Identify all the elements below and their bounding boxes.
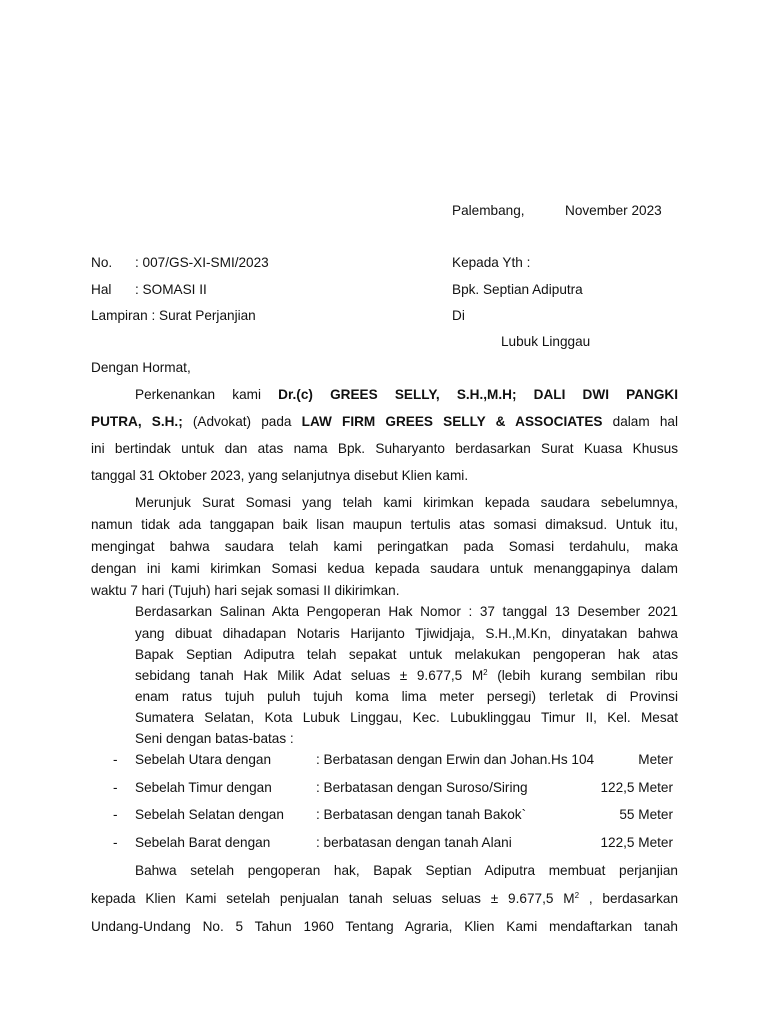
para3-line4 [135,667,678,685]
area-superscript: 2 [483,668,488,677]
para1-line3: ini bertindak untuk dan atas nama Bpk. Suharyanto berdasarkan Surat Kuasa Khusus [91,441,678,456]
para1-line4: tanggal 31 Oktober 2023, yang selanjutnya disebut Klien kami. [91,468,469,483]
para1-line2 [91,413,678,431]
recipient-place: Lubuk Linggau [501,334,591,349]
boundary-length: 122,5 Meter [600,780,673,795]
boundary-label: Sebelah Selatan dengan [135,807,284,822]
para4-line1: Bahwa setelah pengoperan hak, Bapak Septian Adiputra membuat perjanjian [135,863,678,878]
para3-line1: Berdasarkan Salinan Akta Pengoperan Hak Nomor : 37 tanggal 13 Desember 2021 [135,604,678,619]
para2-line5: waktu 7 hari (Tujuh) hari sejak somasi II dikirimkan. [91,583,400,598]
number-value: : 007/GS-XI-SMI/2023 [135,255,269,270]
para3-line2: yang dibuat dihadapan Notaris Harijanto Tjiwidjaja, S.H.,M.Kn, dinyatakan bahwa [135,626,678,641]
subject-value: : SOMASI II [135,282,207,297]
para1-line2-text: (Advokat) pada [182,414,302,429]
list-dash: - [113,807,118,822]
para4-line2-tail: , berdasarkan [579,891,679,906]
para3-line6: Sumatera Selatan, Kota Lubuk Linggau, Kec. Lubuklinggau Timur II, Kel. Mesat [135,710,678,725]
boundary-label: Sebelah Barat dengan [135,835,271,850]
para1-lawyer2-bold: PUTRA, S.H.; [91,414,183,429]
boundary-desc: : Berbatasan dengan Suroso/Siring [316,780,528,795]
para3-line4-tail: (lebih kurang sembilan ribu [487,668,678,683]
city-label: Palembang, [452,203,525,218]
number-label: No. [91,255,113,270]
boundary-label: Sebelah Timur dengan [135,780,272,795]
para2-line4: dengan ini kami kirimkan Somasi kedua kepada saudara untuk menanggapinya dalam [91,561,678,576]
list-dash: - [113,780,118,795]
para1-line2-tail: dalam hal [602,414,678,429]
para1-line1-text: Perkenankan kami [135,387,261,402]
para4-line2-text: kepada Klien Kami setelah penjualan tanah seluas seluas ± 9.677,5 M [91,891,575,906]
para4-line3: Undang-Undang No. 5 Tahun 1960 Tentang Agraria, Klien Kami mendaftarkan tanah [91,919,678,934]
recipient-name: Bpk. Septian Adiputra [452,282,583,297]
law-firm-name: LAW FIRM GREES SELLY & ASSOCIATES [301,414,603,429]
boundary-length: 55 Meter [619,807,673,822]
para1-line1 [135,386,678,404]
salutation: Dengan Hormat, [91,360,191,375]
recipient-to: Kepada Yth : [452,255,531,270]
attachment-line: Lampiran : Surat Perjanjian [91,308,256,323]
boundary-desc: : Berbatasan dengan Erwin dan Johan.Hs 104 [316,752,595,767]
list-dash: - [113,835,118,850]
para1-lawyers-bold: Dr.(c) GREES SELLY, S.H.,M.H; DALI DWI PANGKI [278,387,678,402]
para3-line7: Seni dengan batas-batas : [135,731,294,746]
boundary-desc: : berbatasan dengan tanah Alani [316,835,512,850]
para4-line2 [91,890,678,908]
area-superscript: 2 [574,891,580,900]
boundary-length: 122,5 Meter [600,835,673,850]
para2-line1: Merunjuk Surat Somasi yang telah kami kirimkan kepada saudara sebelumnya, [135,495,678,510]
para2-line2: namun tidak ada tanggapan baik lisan maupun tertulis atas somasi dimaksud. Untuk itu, [91,517,678,532]
para3-line5: enam ratus tujuh puluh tujuh koma lima meter persegi) terletak di Provinsi [135,689,678,704]
recipient-di: Di [452,308,465,323]
boundary-length: Meter [638,752,673,767]
para2-line3: mengingat bahwa saudara telah kami peringatkan pada Somasi terdahulu, maka [91,539,678,554]
letter-date: November 2023 [565,203,662,218]
para3-line4-text: sebidang tanah Hak Milik Adat seluas ± 9.677,5 M [135,668,484,683]
boundary-desc: : Berbatasan dengan tanah Bakok` [316,807,527,822]
subject-label: Hal [91,282,112,297]
para3-line3: Bapak Septian Adiputra telah sepakat untuk melakukan pengoperan hak atas [135,647,678,662]
boundary-label: Sebelah Utara dengan [135,752,272,767]
list-dash: - [113,752,118,767]
